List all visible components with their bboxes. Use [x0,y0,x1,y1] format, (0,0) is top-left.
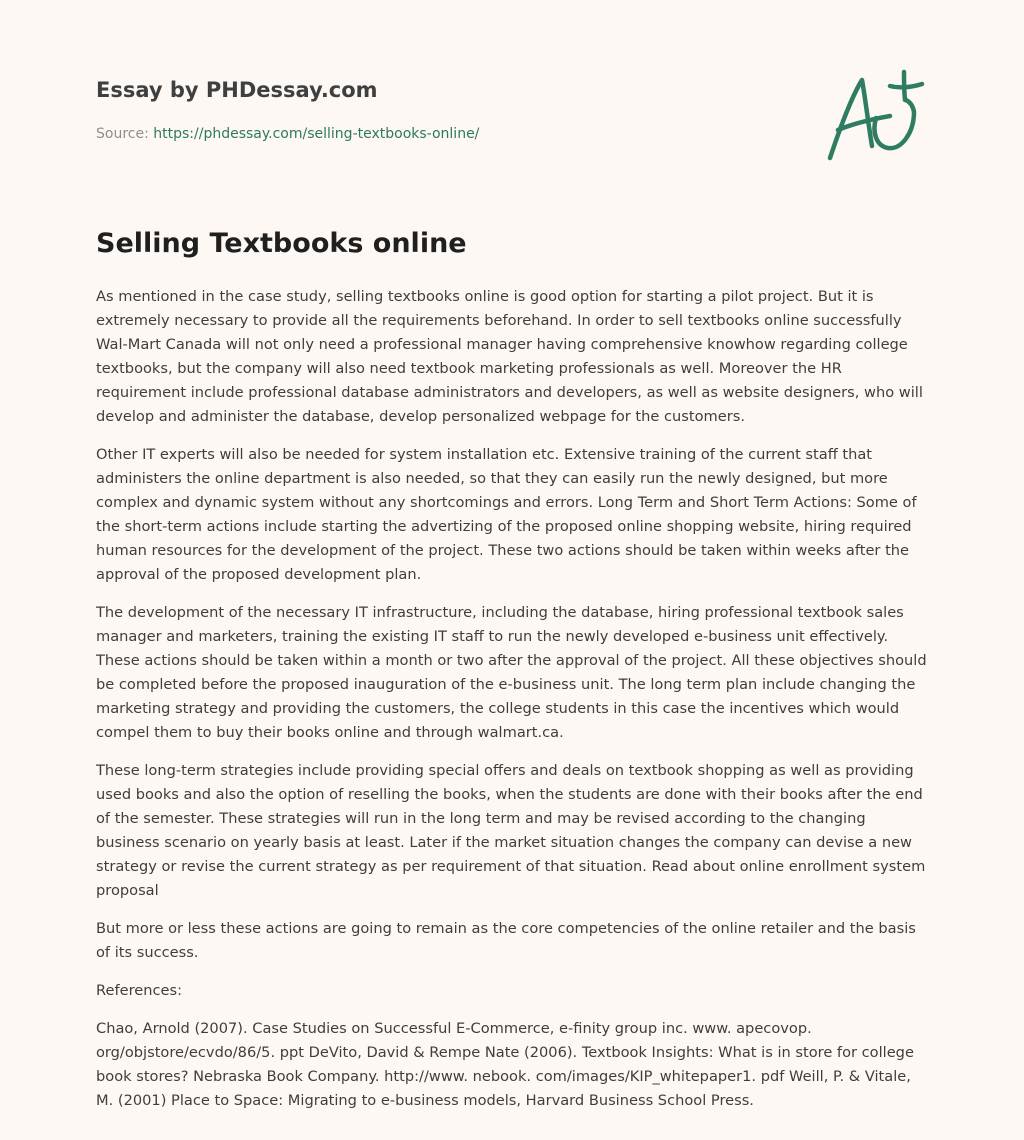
references-list: Chao, Arnold (2007). Case Studies on Successful E-Commerce, e-finity group inc. www. apecovop. org/objstore/ecvdo/86/5. ppt DeVito, David & Rempe Nate (2006). Textbook Insights: What is in store for college book stores? Nebraska Book Company. http://www. nebook. com/images/KIP_whitepaper1. pdf Weill, P. & Vitale, M. (2001) Place to Space: Migrating to e-business models, Harvard Business School Press. [96,1020,914,1109]
a-plus-logo-icon [818,66,928,166]
source-link[interactable]: https://phdessay.com/selling-textbooks-online/ [153,126,480,142]
source-line [96,124,796,144]
site-title: Essay by PHDessay.com [96,78,378,102]
source-label: Source: [96,126,149,142]
page-title: Selling Textbooks online [96,228,467,259]
paragraph: These long-term strategies include providing special offers and deals on textbook shopping as well as providing used books and also the option of reselling the books, when the students are done with their books after the end of the semester. These strategies will run in the long term and may be revised according to the changing business scenario on yearly basis at least. Later if the market situation changes the company can devise a new strategy or revise the current strategy as per requirement of that situation. Read about online enrollment system proposal [96,762,926,899]
essay-header [96,76,796,144]
paragraph: The development of the necessary IT infrastructure, including the database, hiring professional textbook sales manager and marketers, training the existing IT staff to run the newly developed e-business unit effectively. These actions should be taken within a month or two after the approval of the project. All these objectives should be completed before the proposed inauguration of the e-business unit. The long term plan include changing the marketing strategy and providing the customers, the college students in this case the incentives which would compel them to buy their books online and through walmart.ca. [96,604,927,741]
essay-body [96,285,932,1127]
references-heading: References: [96,982,183,999]
paragraph: As mentioned in the case study, selling textbooks online is good option for starting a pilot project. But it is extremely necessary to provide all the requirements beforehand. In order to sell textbooks online successfully Wal-Mart Canada will not only need a professional manager having comprehensive knowhow regarding college textbooks, but the company will also need textbook marketing professionals as well. Moreover the HR requirement include professional database administrators and developers, as well as website designers, who will develop and administer the database, develop personalized webpage for the customers. [96,288,923,425]
a-plus-logo [818,66,928,166]
paragraph: But more or less these actions are going to remain as the core competencies of the online retailer and the basis of its success. [96,920,916,961]
paragraph: Other IT experts will also be needed for system installation etc. Extensive training of the current staff that administers the online department is also needed, so that they can easily run the newly designed, but more complex and dynamic system without any shortcomings and errors. Long Term and Short Term Actions: Some of the short-term actions include starting the advertizing of the proposed online shopping website, hiring required human resources for the development of the project. These two actions should be taken within weeks after the approval of the proposed development plan. [96,446,917,583]
